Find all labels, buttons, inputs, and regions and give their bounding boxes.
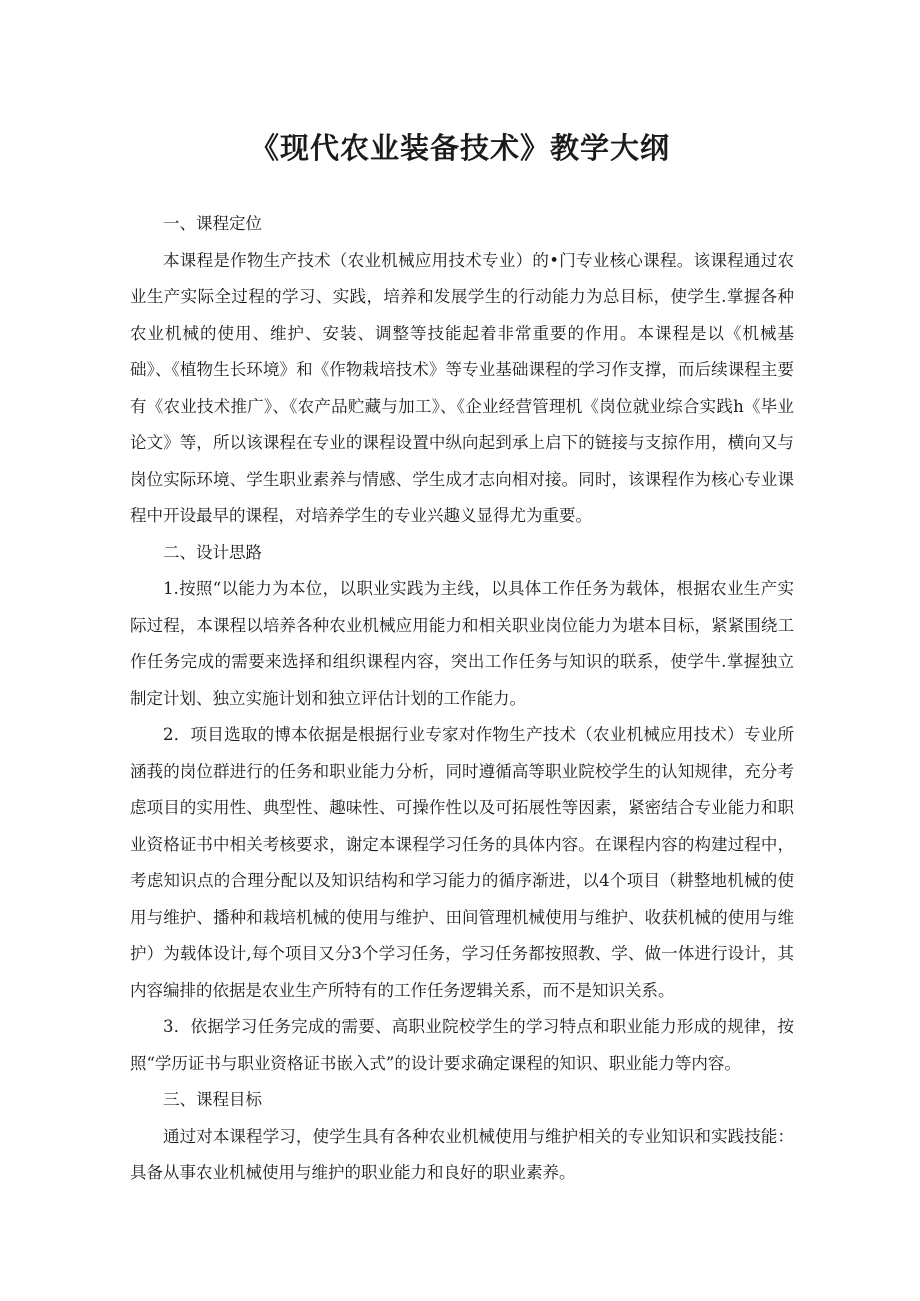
section-heading-course-objectives: 三、课程目标: [163, 1090, 262, 1109]
paragraph-design-idea-3: 3．依据学习任务完成的需要、高职业院校学生的学习特点和职业能力形成的规律，按照“学历证书与职业资格证书嵌入式”的设计要求确定课程的知识、职业能力等内容。: [130, 1017, 794, 1073]
section-heading-course-positioning: 一、课程定位: [163, 214, 262, 233]
document-title: 《现代农业装备技术》教学大纲: [249, 131, 670, 165]
paragraph-course-objectives: 通过对本课程学习，使学生具有各种农业机械使用与维护相关的专业知识和实践技能：具备从事农业机械使用与维护的职业能力和良好的职业素养。: [130, 1126, 794, 1182]
paragraph-design-idea-2: 2．项目选取的博本依据是根据行业专家对作物生产技术（农业机械应用技术）专业所涵莪的岗位群进行的任务和职业能力分析，同时遵循高等职业院校学生的认知规律，充分考虑项目的实用性、典型性、趣味性、可操作性以及可拓展性等因素，紧密结合专业能力和职业资格证书中相关考核要求，谢定本课程学习任务的具体内容。在课程内容的构建过程中，考虑知识点的合理分配以及知识结构和学习能力的循序渐进，以4个项目（耕整地机械的使用与维护、播种和栽培机械的使用与维护、田间管理机械使用与维护、收获机械的使用与维护）为载体设计,每个项目又分3个学习任务，学习任务都按照教、学、做一体进行设计，其内容编排的依据是农业生产所特有的工作任务逻辑关系，而不是知识关系。: [130, 725, 794, 1000]
paragraph-course-positioning: 本课程是作物生产技术（农业机械应用技术专业）的•门专业核心课程。该课程通过农业生产实际全过程的学习、实践，培养和发展学生的行动能力为总目标，使学生.掌握各种农业机械的使用、维护、安装、调整等技能起着非常重要的作用。本课程是以《机械基础》、《植物生长环境》和《作物栽培技术》等专业基础课程的学习作支撑，而后续课程主要有《农业技术推广》、《农产品贮藏与加工》、《企业经营管理机《岗位就业综合实践h《毕业论文》等，所以该课程在专业的课程设置中纵向起到承上启下的链接与支掠作用，横向又与岗位实际环境、学生职业素养与情感、学生成才志向相对接。同时，该课程作为核心专业课程中开设最早的课程，对培养学生的专业兴趣义显得尤为重要。: [130, 250, 794, 525]
section-heading-design-idea: 二、设计思路: [163, 542, 262, 562]
paragraph-design-idea-1: 1.按照“以能力为本位，以职业实践为主线，以具体工作任务为载体，根据农业生产实际过程，本课程以培养各种农业机械应用能力和相关职业岗位能力为堪本目标，紧紧围绕工作任务完成的需要来选择和组织课程内容，突出工作任务与知识的联系，使学牛.掌握独立制定计划、独立实施计划和独立评估计划的工作能力。: [130, 579, 794, 708]
document-body: [130, 206, 794, 1192]
